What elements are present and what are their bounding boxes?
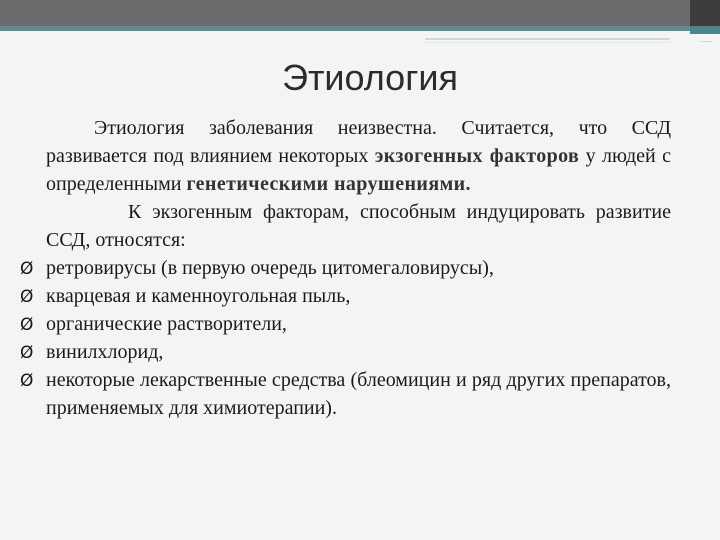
list-item-text: винилхлорид, — [46, 341, 164, 363]
list-item-text: органические растворители, — [46, 313, 287, 335]
list-item — [20, 338, 671, 366]
list-item — [20, 282, 671, 310]
accent-teal-bar — [0, 26, 690, 31]
emphasis-exogenous: экзогенных факторов — [374, 145, 580, 167]
top-decor-corner — [690, 0, 720, 26]
paragraph-text: К экзогенным факторам, способным индуцировать развитие ССД, относятся: — [46, 201, 671, 251]
slide-body — [20, 114, 671, 422]
list-item — [20, 310, 671, 338]
decor-underline — [425, 38, 670, 43]
list-item-text: некоторые лекарственные средства (блеомицин и ряд других препаратов, применяемых для химиотерапии). — [46, 369, 671, 419]
accent-teal-corner — [690, 26, 720, 34]
arrow-bullet-icon: Ø — [20, 371, 34, 391]
list-item — [20, 254, 671, 282]
paragraph-etiology — [20, 114, 671, 198]
factor-list — [20, 254, 671, 422]
list-item-text: кварцевая и каменноугольная пыль, — [46, 285, 351, 307]
arrow-bullet-icon: Ø — [20, 259, 34, 279]
slide-title: Этиология — [282, 57, 458, 98]
arrow-bullet-icon: Ø — [20, 315, 34, 335]
paragraph-factors-intro — [20, 198, 671, 254]
paragraph-period: . — [465, 173, 471, 195]
arrow-bullet-icon: Ø — [20, 343, 34, 363]
decor-corner-mark — [700, 41, 712, 45]
paragraph-text: у людей с определенными — [46, 145, 671, 195]
emphasis-genetic: генетическими нарушениями — [186, 173, 466, 195]
list-item-text: ретровирусы (в первую очередь цитомегаловирусы), — [46, 257, 494, 279]
top-decor-bar — [0, 0, 720, 26]
paragraph-text: Этиология заболевания неизвестна. Считается, что ССД развивается под влиянием некоторых — [46, 117, 671, 167]
list-item — [20, 366, 671, 422]
arrow-bullet-icon: Ø — [20, 287, 34, 307]
